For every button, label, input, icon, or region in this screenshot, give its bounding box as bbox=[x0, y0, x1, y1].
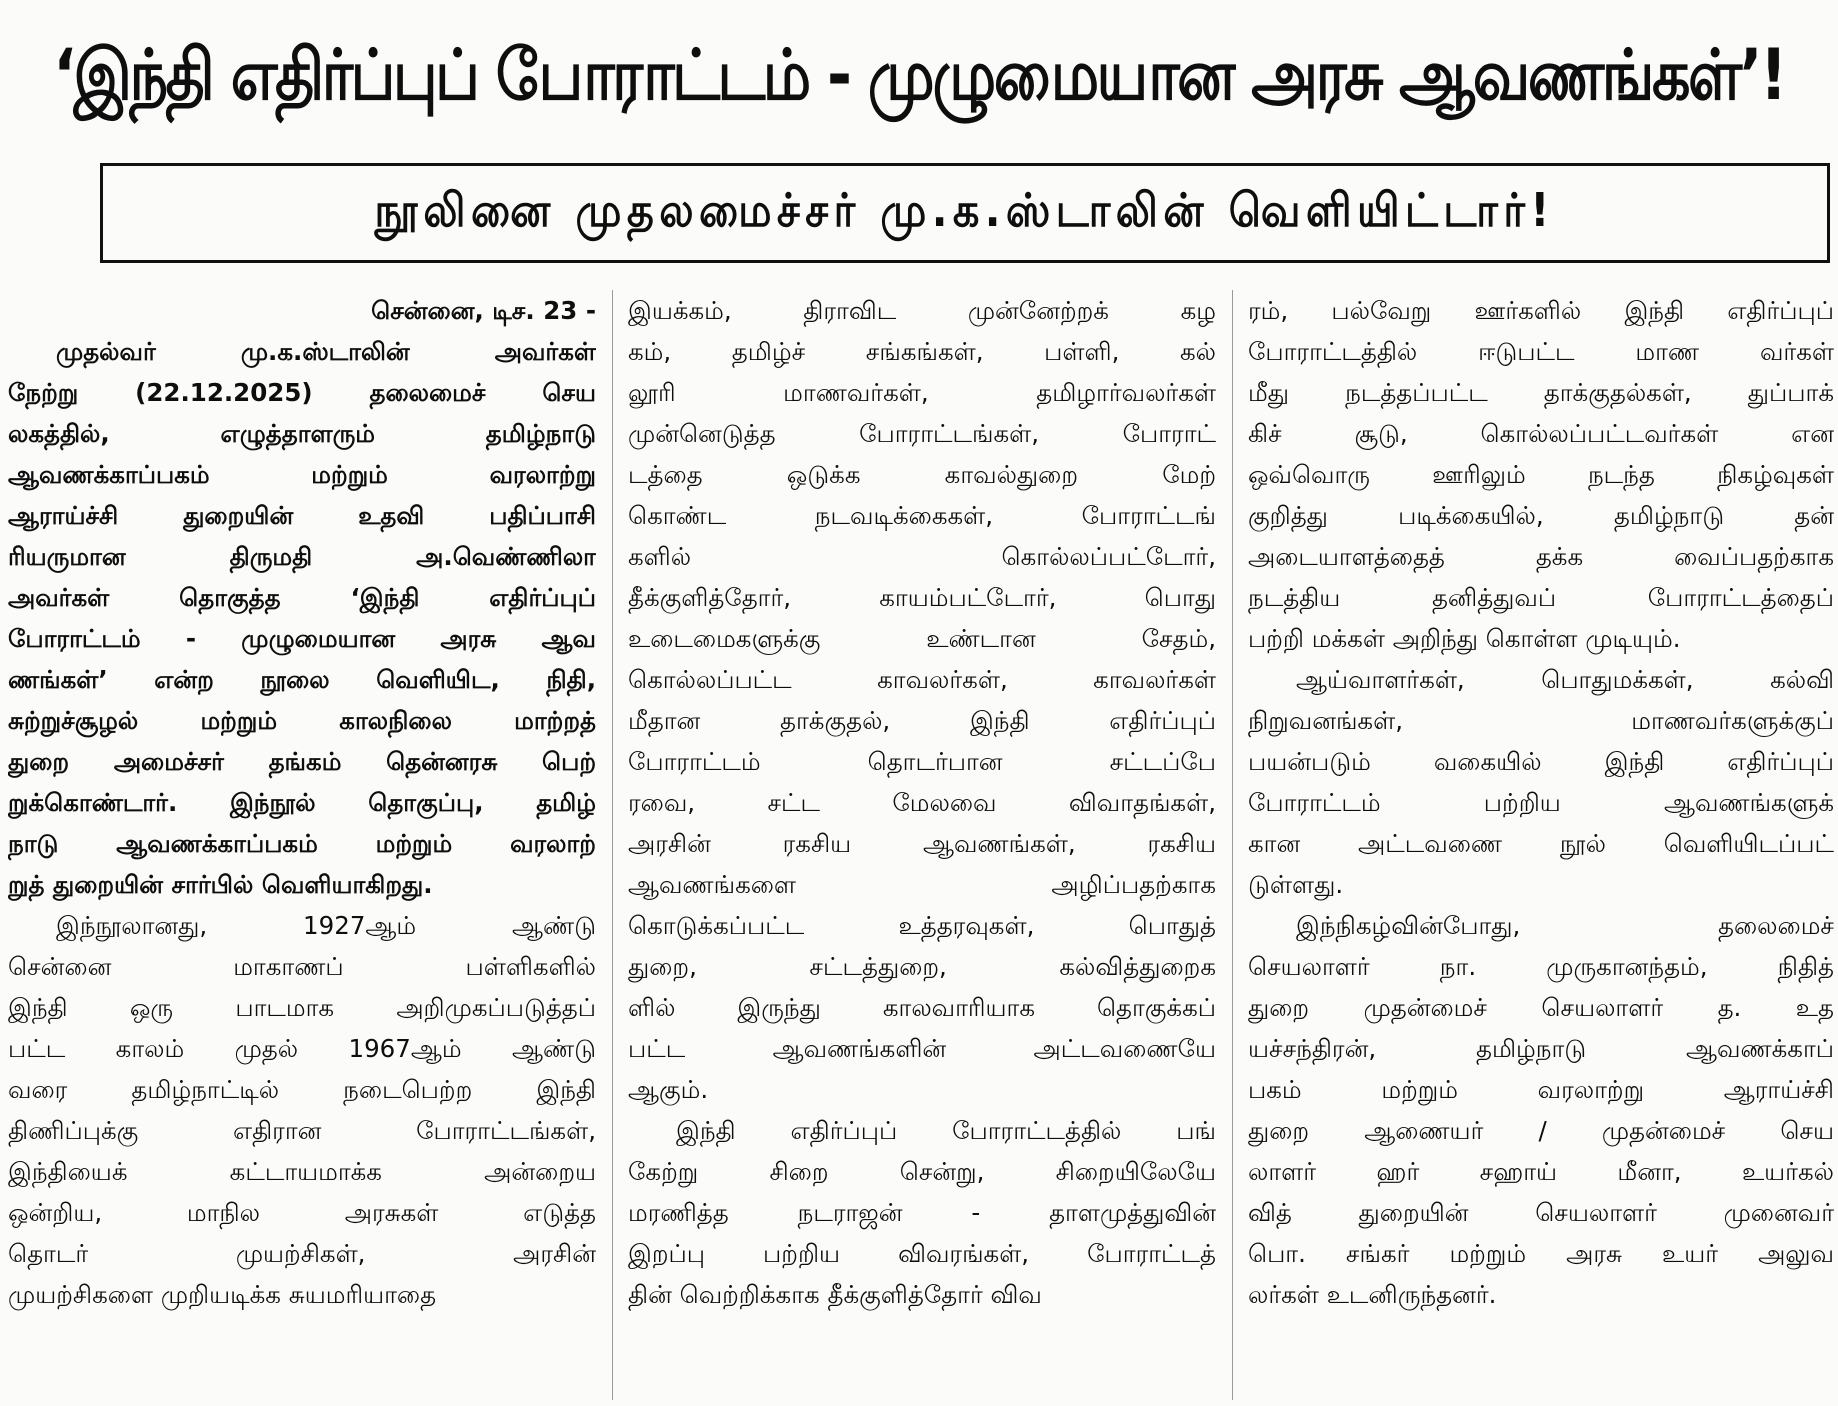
article-line: கேற்று சிறை சென்று, சிறையிலேயே bbox=[628, 1157, 1216, 1186]
subheadline: நூலினை முதலமைச்சர் மு.க.ஸ்டாலின் வெளியிட்டார்! bbox=[374, 182, 1556, 237]
article-line: உடைமைகளுக்கு உண்டான சேதம், bbox=[628, 624, 1216, 653]
article-line: போராட்டத்தில் ஈடுபட்ட மாண வர்கள் bbox=[1248, 337, 1834, 366]
article-line: ஆய்வாளர்கள், பொதுமக்கள், கல்வி bbox=[1296, 665, 1834, 694]
article-line: தின் வெற்றிக்காக தீக்குளித்தோர் விவ bbox=[628, 1280, 1042, 1309]
article-line: றுத் துறையின் சார்பில் வெளியாகிறது. bbox=[8, 870, 433, 899]
article-line: போராட்டம் தொடர்பான சட்டப்பே bbox=[628, 747, 1216, 776]
article-line: துறை ஆணையர் / முதன்மைச் செய bbox=[1248, 1116, 1834, 1145]
article-line: கம், தமிழ்ச் சங்கங்கள், பள்ளி, கல் bbox=[628, 337, 1216, 366]
article-line: டுள்ளது. bbox=[1248, 870, 1344, 899]
article-line: நடத்திய தனித்துவப் போராட்டத்தைப் bbox=[1248, 583, 1834, 612]
article-line: இந்நூலானது, 1927ஆம் ஆண்டு bbox=[56, 911, 596, 940]
article-line: களில் கொல்லப்பட்டோர், bbox=[628, 542, 1216, 571]
article-line: லூரி மாணவர்கள், தமிழார்வலர்கள் bbox=[628, 378, 1216, 407]
column-divider bbox=[612, 290, 613, 1400]
article-line: மரணித்த நடராஜன் - தாளமுத்துவின் bbox=[628, 1198, 1216, 1227]
article-column-1 bbox=[8, 290, 596, 1400]
article-column-3 bbox=[1248, 290, 1834, 1400]
article-column-2 bbox=[628, 290, 1216, 1400]
article-line: தொடர் முயற்சிகள், அரசின் bbox=[8, 1239, 596, 1268]
article-line: றுக்கொண்டார். இந்நூல் தொகுப்பு, தமிழ் bbox=[8, 788, 596, 817]
article-line: வித் துறையின் செயலாளர் முனைவர் bbox=[1248, 1198, 1834, 1227]
article-line: இந்தி ஒரு பாடமாக அறிமுகப்படுத்தப் bbox=[8, 993, 596, 1022]
subheadline-box bbox=[100, 163, 1830, 263]
article-line: துறை முதன்மைச் செயலாளர் த. உத bbox=[1248, 993, 1834, 1022]
article-line: பொ. சங்கர் மற்றும் அரசு உயர் அலுவ bbox=[1248, 1239, 1834, 1268]
article-line: சென்னை, டிச. 23 - bbox=[371, 296, 596, 325]
article-line: ரம், பல்வேறு ஊர்களில் இந்தி எதிர்ப்புப் bbox=[1248, 296, 1834, 325]
article-line: யச்சந்திரன், தமிழ்நாடு ஆவணக்காப் bbox=[1248, 1034, 1834, 1063]
article-line: நேற்று (22.12.2025) தலைமைச் செய bbox=[8, 378, 596, 407]
article-line: முன்னெடுத்த போராட்டங்கள், போராட் bbox=[628, 419, 1216, 448]
article-line: சென்னை மாகாணப் பள்ளிகளில் bbox=[8, 952, 596, 981]
article-line: கொடுக்கப்பட்ட உத்தரவுகள், பொதுத் bbox=[628, 911, 1216, 940]
article-line: இறப்பு பற்றிய விவரங்கள், போராட்டத் bbox=[628, 1239, 1216, 1268]
article-line: பகம் மற்றும் வரலாற்று ஆராய்ச்சி bbox=[1248, 1075, 1834, 1104]
article-line: போராட்டம் பற்றிய ஆவணங்களுக் bbox=[1248, 788, 1834, 817]
article-line: அரசின் ரகசிய ஆவணங்கள், ரகசிய bbox=[628, 829, 1216, 858]
article-line: இந்நிகழ்வின்போது, தலைமைச் bbox=[1296, 911, 1834, 940]
article-line: ஆவணக்காப்பகம் மற்றும் வரலாற்று bbox=[8, 460, 596, 489]
article-line: லகத்தில், எழுத்தாளரும் தமிழ்நாடு bbox=[8, 419, 596, 448]
article-line: அவர்கள் தொகுத்த ‘இந்தி எதிர்ப்புப் bbox=[8, 583, 596, 612]
article-line: ரியருமான திருமதி அ.வெண்ணிலா bbox=[8, 542, 596, 571]
article-line: கொண்ட நடவடிக்கைகள், போராட்டங் bbox=[628, 501, 1216, 530]
article-line: லாளர் ஹர் சஹாய் மீனா, உயர்கல் bbox=[1248, 1157, 1834, 1186]
column-divider bbox=[1232, 290, 1233, 1400]
article-line: இந்தியைக் கட்டாயமாக்க அன்றைய bbox=[8, 1157, 596, 1186]
article-line: செயலாளர் நா. முருகானந்தம், நிதித் bbox=[1248, 952, 1834, 981]
article-line: ஆகும். bbox=[628, 1075, 709, 1104]
article-line: இயக்கம், திராவிட முன்னேற்றக் கழ bbox=[628, 296, 1216, 325]
article-line: கிச் சூடு, கொல்லப்பட்டவர்கள் என bbox=[1248, 419, 1834, 448]
article-line: வரை தமிழ்நாட்டில் நடைபெற்ற இந்தி bbox=[8, 1075, 596, 1104]
article-line: ஒன்றிய, மாநில அரசுகள் எடுத்த bbox=[8, 1198, 596, 1227]
article-line: பட்ட காலம் முதல் 1967ஆம் ஆண்டு bbox=[8, 1034, 596, 1063]
article-line: நிறுவனங்கள், மாணவர்களுக்குப் bbox=[1248, 706, 1834, 735]
article-line: தீக்குளித்தோர், காயம்பட்டோர், பொது bbox=[628, 583, 1216, 612]
article-line: ணங்கள்’ என்ற நூலை வெளியிட, நிதி, bbox=[8, 665, 596, 694]
article-line: ஆவணங்களை அழிப்பதற்காக bbox=[628, 870, 1216, 899]
article-line: இந்தி எதிர்ப்புப் போராட்டத்தில் பங் bbox=[676, 1116, 1216, 1145]
article-line: லர்கள் உடனிருந்தனர். bbox=[1248, 1280, 1497, 1309]
article-line: அடையாளத்தைத் தக்க வைப்பதற்காக bbox=[1248, 542, 1834, 571]
article-line: சுற்றுச்சூழல் மற்றும் காலநிலை மாற்றத் bbox=[8, 706, 596, 735]
article-line: பற்றி மக்கள் அறிந்து கொள்ள முடியும். bbox=[1248, 624, 1681, 653]
article-line: மீது நடத்தப்பட்ட தாக்குதல்கள், துப்பாக் bbox=[1248, 378, 1834, 407]
article-line: கொல்லப்பட்ட காவலர்கள், காவலர்கள் bbox=[628, 665, 1216, 694]
article-line: டத்தை ஒடுக்க காவல்துறை மேற் bbox=[628, 460, 1216, 489]
article-line: மீதான தாக்குதல், இந்தி எதிர்ப்புப் bbox=[628, 706, 1216, 735]
article-line: போராட்டம் - முழுமையான அரசு ஆவ bbox=[8, 624, 596, 653]
article-line: திணிப்புக்கு எதிரான போராட்டங்கள், bbox=[8, 1116, 596, 1145]
article-line: ஒவ்வொரு ஊரிலும் நடந்த நிகழ்வுகள் bbox=[1248, 460, 1834, 489]
article-line: முதல்வர் மு.க.ஸ்டாலின் அவர்கள் bbox=[56, 337, 596, 366]
article-line: ஆராய்ச்சி துறையின் உதவி பதிப்பாசி bbox=[8, 501, 596, 530]
article-line: குறித்து படிக்கையில், தமிழ்நாடு தன் bbox=[1248, 501, 1834, 530]
article-line: பயன்படும் வகையில் இந்தி எதிர்ப்புப் bbox=[1248, 747, 1834, 776]
article-line: பட்ட ஆவணங்களின் அட்டவணையே bbox=[628, 1034, 1216, 1063]
article-line: துறை அமைச்சர் தங்கம் தென்னரசு பெற் bbox=[8, 747, 596, 776]
headline: ‘இந்தி எதிர்ப்புப் போராட்டம் - முழுமையான அரசு ஆவணங்கள்’! bbox=[53, 34, 1785, 116]
article-line: ளில் இருந்து காலவாரியாக தொகுக்கப் bbox=[628, 993, 1216, 1022]
article-line: கான அட்டவணை நூல் வெளியிடப்பட் bbox=[1248, 829, 1834, 858]
article-line: ரவை, சட்ட மேலவை விவாதங்கள், bbox=[628, 788, 1216, 817]
article-line: முயற்சிகளை முறியடிக்க சுயமரியாதை bbox=[8, 1280, 437, 1309]
article-line: துறை, சட்டத்துறை, கல்வித்துறைக bbox=[628, 952, 1216, 981]
article-line: நாடு ஆவணக்காப்பகம் மற்றும் வரலாற் bbox=[8, 829, 596, 858]
